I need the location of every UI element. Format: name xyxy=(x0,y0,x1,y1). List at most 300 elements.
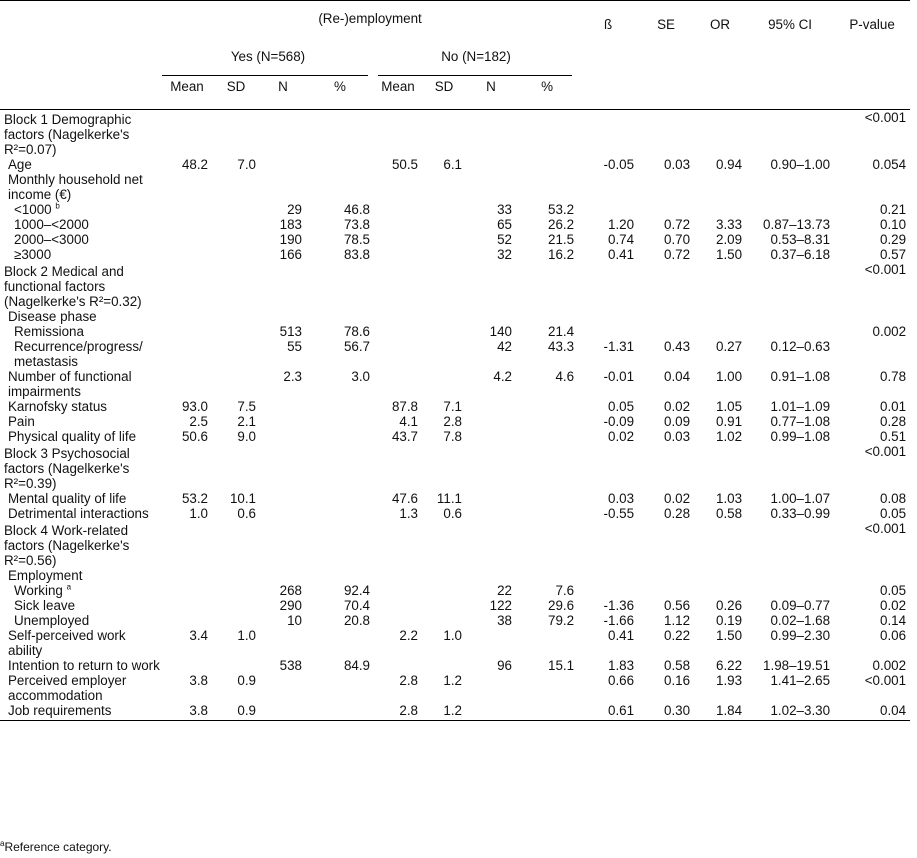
cell-yes-sd xyxy=(212,247,260,262)
cell-yes-pct: 46.8 xyxy=(343,202,370,217)
row-label-text: Block 4 Work-related factors (Nagelkerke's R²=0.56) xyxy=(4,523,130,568)
cell-no-pct: 21.5 xyxy=(548,232,575,247)
cell-pvalue: 0.054 xyxy=(872,157,907,172)
cell-no-pct xyxy=(516,309,578,324)
cell-no-n xyxy=(466,309,516,324)
cell-no-sd: 0.6 xyxy=(443,506,462,521)
row-label-text: Mental quality of life xyxy=(8,491,127,506)
cell-yes-n xyxy=(260,703,306,721)
cell-no-pct xyxy=(516,444,578,491)
cell-yes-sd xyxy=(212,658,260,673)
cell-yes-sd: 1.0 xyxy=(237,628,256,643)
cell-no-pct: 43.3 xyxy=(548,339,575,354)
cell-no-mean xyxy=(374,658,422,673)
cell-no-sd xyxy=(422,324,466,339)
cell-beta: 0.66 xyxy=(608,673,635,688)
row-label-text: Block 1 Demographic factors (Nagelkerke's R²=0.07) xyxy=(4,112,132,157)
cell-yes-n: 513 xyxy=(279,324,302,339)
table-row xyxy=(0,157,910,172)
cell-se: 0.22 xyxy=(664,628,691,643)
table-row xyxy=(0,414,910,429)
cell-or: 1.03 xyxy=(716,491,743,506)
cell-no-n: 96 xyxy=(497,658,512,673)
cell-no-pct: 16.2 xyxy=(548,247,575,262)
row-label-text: Perceived employer accommodation xyxy=(8,673,127,703)
cell-yes-mean: 53.2 xyxy=(181,491,208,506)
cell-yes-pct xyxy=(306,568,374,583)
cell-pvalue: 0.06 xyxy=(880,628,907,643)
cell-yes-n xyxy=(260,157,306,172)
cell-yes-sd xyxy=(212,324,260,339)
cell-ci xyxy=(746,324,834,339)
cell-beta: -0.01 xyxy=(603,369,635,384)
cell-se: 0.03 xyxy=(664,157,691,172)
cell-no-pct xyxy=(516,491,578,506)
cell-yes-mean: 48.2 xyxy=(181,157,208,172)
row-label-text: Karnofsky status xyxy=(8,399,107,414)
cell-yes-mean xyxy=(162,658,212,673)
col-yes-sd: SD xyxy=(212,79,260,110)
cell-yes-sd xyxy=(212,598,260,613)
cell-se: 0.70 xyxy=(664,232,691,247)
cell-yes-pct xyxy=(306,429,374,444)
cell-or: 0.91 xyxy=(716,414,743,429)
table-row xyxy=(0,309,910,324)
block-row xyxy=(0,521,910,568)
cell-no-pct xyxy=(516,568,578,583)
cell-pvalue xyxy=(834,172,910,202)
cell-beta xyxy=(578,444,638,491)
row-label xyxy=(0,324,162,339)
cell-no-sd xyxy=(422,232,466,247)
row-label xyxy=(0,339,162,369)
row-label xyxy=(0,110,162,158)
cell-no-pct xyxy=(516,673,578,703)
row-label xyxy=(0,232,162,247)
cell-no-n xyxy=(466,444,516,491)
cell-or: 1.84 xyxy=(694,703,746,721)
cell-yes-pct: 92.4 xyxy=(343,583,370,598)
row-label xyxy=(0,703,162,721)
cell-ci xyxy=(746,568,834,583)
cell-se: 0.02 xyxy=(664,399,691,414)
block-row xyxy=(0,262,910,309)
cell-no-mean: 43.7 xyxy=(391,429,418,444)
cell-yes-n xyxy=(260,568,306,583)
cell-ci: 1.01–1.09 xyxy=(770,399,831,414)
cell-no-mean xyxy=(374,339,422,369)
cell-no-sd xyxy=(422,521,466,568)
row-label-text: Physical quality of life xyxy=(8,429,137,444)
cell-yes-n: 166 xyxy=(279,247,302,262)
cell-no-mean xyxy=(374,172,422,202)
cell-no-sd xyxy=(422,172,466,202)
row-label-text: Working xyxy=(14,583,63,598)
cell-yes-sd xyxy=(212,262,260,309)
col-yes-n: N xyxy=(260,79,306,110)
table-row xyxy=(0,583,910,598)
col-no-mean: Mean xyxy=(374,79,422,110)
cell-yes-n xyxy=(260,628,306,658)
row-label-text: Sick leave xyxy=(14,598,76,613)
row-label xyxy=(0,217,162,232)
cell-yes-mean: 3.8 xyxy=(162,703,212,721)
cell-ci: 0.77–1.08 xyxy=(770,414,831,429)
cell-se: 0.09 xyxy=(664,414,691,429)
cell-beta xyxy=(578,521,638,568)
row-label xyxy=(0,521,162,568)
cell-ci xyxy=(746,521,834,568)
cell-pvalue: 0.01 xyxy=(880,399,907,414)
cell-se xyxy=(638,110,694,158)
cell-pvalue: 0.04 xyxy=(834,703,910,721)
cell-beta: 1.20 xyxy=(608,217,635,232)
cell-yes-n: 290 xyxy=(279,598,302,613)
cell-no-pct: 4.6 xyxy=(555,369,575,384)
cell-yes-pct xyxy=(306,110,374,158)
cell-pvalue: 0.10 xyxy=(880,217,907,232)
cell-no-mean: 4.1 xyxy=(399,414,418,429)
cell-no-sd xyxy=(422,369,466,399)
cell-beta: 0.05 xyxy=(608,399,635,414)
cell-yes-pct: 56.7 xyxy=(343,339,370,354)
cell-yes-mean xyxy=(162,217,212,232)
cell-no-mean xyxy=(374,583,422,598)
cell-no-sd xyxy=(422,247,466,262)
cell-no-mean xyxy=(374,369,422,399)
cell-yes-pct: 83.8 xyxy=(343,247,370,262)
cell-pvalue: 0.002 xyxy=(872,658,907,673)
cell-se xyxy=(638,262,694,309)
table-row xyxy=(0,628,910,658)
row-label-text: Recurrence/progress/ metastasis xyxy=(14,339,143,369)
row-label xyxy=(0,628,162,658)
cell-yes-mean xyxy=(162,110,212,158)
table-row xyxy=(0,232,910,247)
cell-ci xyxy=(746,262,834,309)
cell-yes-pct: 70.4 xyxy=(343,598,370,613)
cell-beta xyxy=(578,324,638,339)
cell-no-mean: 50.5 xyxy=(391,157,418,172)
beta-header: ß xyxy=(578,1,638,80)
cell-yes-pct: 84.9 xyxy=(343,658,370,673)
row-label xyxy=(0,429,162,444)
cell-yes-sd xyxy=(212,521,260,568)
ci-header: 95% CI xyxy=(746,1,834,80)
cell-yes-sd xyxy=(212,309,260,324)
cell-or: 0.26 xyxy=(716,598,743,613)
cell-no-sd xyxy=(422,568,466,583)
cell-beta: 0.41 xyxy=(608,247,635,262)
cell-yes-mean xyxy=(162,339,212,369)
cell-no-mean: 2.2 xyxy=(399,628,418,643)
cell-yes-sd: 0.9 xyxy=(212,703,260,721)
row-label-text: Monthly household net income (€) xyxy=(8,172,143,202)
cell-no-mean xyxy=(374,444,422,491)
cell-no-mean xyxy=(374,247,422,262)
cell-pvalue xyxy=(834,568,910,583)
cell-pvalue xyxy=(834,339,910,369)
cell-no-n: 52 xyxy=(497,232,512,247)
table-row xyxy=(0,506,910,521)
row-label xyxy=(0,414,162,429)
cell-yes-mean: 3.8 xyxy=(189,673,208,688)
row-label xyxy=(0,172,162,202)
cell-yes-n xyxy=(260,491,306,506)
row-label-text: <1000 xyxy=(14,202,52,217)
cell-ci xyxy=(746,309,834,324)
cell-yes-n xyxy=(260,414,306,429)
row-label xyxy=(0,399,162,414)
cell-yes-pct xyxy=(306,703,374,721)
row-label xyxy=(0,568,162,583)
footnote-mark: a xyxy=(0,839,5,848)
cell-yes-pct: 78.6 xyxy=(343,324,370,339)
cell-yes-mean xyxy=(162,324,212,339)
cell-no-mean: 2.8 xyxy=(399,673,418,688)
cell-pvalue: 0.05 xyxy=(880,583,907,598)
cell-no-n: 33 xyxy=(497,202,512,217)
cell-ci xyxy=(746,444,834,491)
cell-pvalue: 0.28 xyxy=(880,414,907,429)
cell-yes-sd xyxy=(212,444,260,491)
table-row xyxy=(0,399,910,414)
cell-no-n xyxy=(466,262,516,309)
cell-no-n: 38 xyxy=(497,613,512,628)
cell-no-sd xyxy=(422,202,466,217)
row-label-text: Block 2 Medical and functional factors (Nagelkerke's R²=0.32) xyxy=(4,264,142,309)
row-label-text: Disease phase xyxy=(8,309,97,324)
cell-no-mean xyxy=(374,262,422,309)
cell-yes-n xyxy=(260,521,306,568)
row-label-text: Remissiona xyxy=(14,324,84,339)
cell-no-pct xyxy=(516,172,578,202)
or-header: OR xyxy=(694,1,746,80)
cell-yes-mean: 3.4 xyxy=(189,628,208,643)
cell-or xyxy=(694,309,746,324)
cell-beta xyxy=(578,262,638,309)
cell-yes-mean xyxy=(162,247,212,262)
cell-ci: 0.33–0.99 xyxy=(770,506,831,521)
row-label-text: Job requirements xyxy=(8,703,112,718)
col-yes-mean: Mean xyxy=(162,79,212,110)
row-label xyxy=(0,506,162,521)
row-label-text: Age xyxy=(8,157,32,172)
cell-no-n xyxy=(466,628,516,658)
cell-no-mean xyxy=(374,309,422,324)
cell-yes-pct xyxy=(306,399,374,414)
cell-yes-sd xyxy=(212,232,260,247)
cell-pvalue: 0.05 xyxy=(880,506,907,521)
row-label-footnote-mark: b xyxy=(55,201,60,211)
header-row-group xyxy=(0,1,910,42)
cell-ci: 1.00–1.07 xyxy=(770,491,831,506)
cell-pvalue: 0.08 xyxy=(880,491,907,506)
cell-yes-mean xyxy=(162,444,212,491)
cell-beta xyxy=(578,568,638,583)
cell-no-n xyxy=(466,491,516,506)
cell-or: 1.05 xyxy=(716,399,743,414)
cell-or: 3.33 xyxy=(716,217,743,232)
row-label-footnote-mark: a xyxy=(66,582,72,592)
cell-yes-mean xyxy=(162,172,212,202)
cell-no-mean xyxy=(374,324,422,339)
cell-se: 0.58 xyxy=(664,658,691,673)
cell-no-n xyxy=(466,673,516,703)
cell-beta: -1.36 xyxy=(603,598,635,613)
cell-no-n xyxy=(466,110,516,158)
reemployment-header: (Re-)employment xyxy=(162,1,578,42)
row-label-text: ≥3000 xyxy=(14,247,52,262)
cell-or xyxy=(694,202,746,217)
cell-se: 0.04 xyxy=(664,369,691,384)
cell-or: 1.02 xyxy=(716,429,743,444)
row-label-text: Intention to return to work xyxy=(8,658,160,673)
table-row xyxy=(0,202,910,217)
cell-no-n xyxy=(466,172,516,202)
cell-pvalue: <0.001 xyxy=(864,110,907,125)
cell-se xyxy=(638,172,694,202)
cell-se: 0.72 xyxy=(664,217,691,232)
cell-yes-pct xyxy=(306,521,374,568)
cell-se: 0.02 xyxy=(664,491,691,506)
se-header: SE xyxy=(638,1,694,80)
table-row xyxy=(0,491,910,506)
cell-no-sd xyxy=(422,339,466,369)
cell-yes-n: 29 xyxy=(287,202,302,217)
cell-yes-sd: 0.6 xyxy=(237,506,256,521)
cell-no-sd xyxy=(422,583,466,598)
row-label xyxy=(0,262,162,309)
cell-no-mean xyxy=(374,232,422,247)
cell-no-mean xyxy=(374,202,422,217)
cell-yes-mean xyxy=(162,232,212,247)
cell-yes-mean: 50.6 xyxy=(181,429,208,444)
row-label-text: Unemployed xyxy=(14,613,90,628)
cell-no-n: 140 xyxy=(489,324,512,339)
cell-ci: 0.02–1.68 xyxy=(770,613,831,628)
cell-yes-sd xyxy=(212,568,260,583)
cell-or xyxy=(694,262,746,309)
cell-ci: 1.98–19.51 xyxy=(763,658,831,673)
cell-no-pct: 7.6 xyxy=(555,583,575,598)
cell-no-sd xyxy=(422,613,466,628)
cell-no-sd xyxy=(422,217,466,232)
cell-yes-n: 183 xyxy=(279,217,302,232)
row-label xyxy=(0,598,162,613)
cell-no-mean xyxy=(374,613,422,628)
cell-ci: 0.53–8.31 xyxy=(770,232,831,247)
row-label-text: Employment xyxy=(8,568,83,583)
cell-yes-mean xyxy=(162,521,212,568)
cell-yes-sd: 2.1 xyxy=(237,414,256,429)
cell-no-pct: 15.1 xyxy=(548,658,575,673)
cell-no-mean xyxy=(374,110,422,158)
row-label xyxy=(0,583,162,598)
cell-yes-n: 55 xyxy=(287,339,302,354)
cell-or xyxy=(694,110,746,158)
table-row xyxy=(0,658,910,673)
cell-no-pct: 26.2 xyxy=(548,217,575,232)
cell-no-mean xyxy=(374,521,422,568)
cell-yes-n xyxy=(260,429,306,444)
cell-ci xyxy=(746,172,834,202)
table-row xyxy=(0,703,910,721)
cell-no-n xyxy=(466,429,516,444)
cell-pvalue: 0.002 xyxy=(872,324,907,339)
cell-no-pct xyxy=(516,157,578,172)
cell-yes-sd xyxy=(212,369,260,399)
cell-no-sd: 7.1 xyxy=(443,399,462,414)
cell-yes-pct xyxy=(306,506,374,521)
cell-no-pct xyxy=(516,703,578,721)
cell-ci: 0.12–0.63 xyxy=(770,339,831,354)
cell-no-pct: 79.2 xyxy=(548,613,575,628)
cell-beta: 0.41 xyxy=(608,628,635,643)
cell-beta xyxy=(578,110,638,158)
cell-no-n: 32 xyxy=(497,247,512,262)
table-row xyxy=(0,339,910,369)
table-row xyxy=(0,568,910,583)
cell-beta: 0.03 xyxy=(608,491,635,506)
cell-beta: -1.66 xyxy=(603,613,635,628)
cell-yes-n xyxy=(260,172,306,202)
cell-ci xyxy=(746,110,834,158)
cell-no-sd: 1.2 xyxy=(422,703,466,721)
cell-beta: -0.09 xyxy=(603,414,635,429)
cell-ci: 0.99–2.30 xyxy=(770,628,831,643)
cell-pvalue: <0.001 xyxy=(864,444,907,459)
cell-no-mean: 1.3 xyxy=(399,506,418,521)
cell-ci: 0.91–1.08 xyxy=(770,369,831,384)
cell-se: 0.30 xyxy=(638,703,694,721)
cell-se xyxy=(638,324,694,339)
cell-yes-pct: 78.5 xyxy=(343,232,370,247)
cell-beta: 0.61 xyxy=(578,703,638,721)
table-row xyxy=(0,673,910,703)
cell-ci xyxy=(746,202,834,217)
cell-yes-mean xyxy=(162,309,212,324)
cell-ci: 0.09–0.77 xyxy=(770,598,831,613)
cell-pvalue: 0.14 xyxy=(880,613,907,628)
cell-beta xyxy=(578,172,638,202)
row-label-text: 1000–<2000 xyxy=(14,217,89,232)
cell-no-sd xyxy=(422,309,466,324)
cell-yes-pct xyxy=(306,262,374,309)
cell-no-pct xyxy=(516,414,578,429)
cell-se: 0.16 xyxy=(664,673,691,688)
cell-no-n xyxy=(466,414,516,429)
cell-pvalue: 0.57 xyxy=(880,247,907,262)
cell-ci: 0.37–6.18 xyxy=(770,247,831,262)
row-label-text: Block 3 Psychosocial factors (Nagelkerke's R²=0.39) xyxy=(4,446,130,491)
cell-or xyxy=(694,568,746,583)
cell-yes-n: 10 xyxy=(287,613,302,628)
cell-no-n xyxy=(466,157,516,172)
cell-yes-pct xyxy=(306,491,374,506)
cell-yes-sd xyxy=(212,613,260,628)
cell-no-sd: 1.2 xyxy=(443,673,462,688)
cell-no-n xyxy=(466,399,516,414)
table-row xyxy=(0,247,910,262)
table-row xyxy=(0,324,910,339)
cell-yes-n: 190 xyxy=(279,232,302,247)
cell-no-pct xyxy=(516,399,578,414)
cell-no-mean xyxy=(374,568,422,583)
cell-no-pct: 53.2 xyxy=(548,202,575,217)
cell-yes-mean: 2.5 xyxy=(189,414,208,429)
cell-yes-sd xyxy=(212,172,260,202)
